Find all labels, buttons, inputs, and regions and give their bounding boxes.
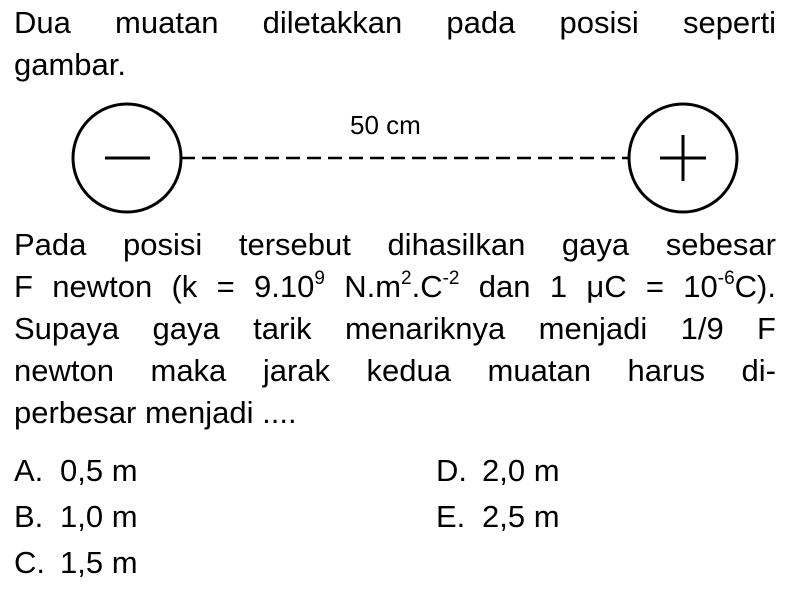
question-line-7: perbesar menjadi .... — [14, 395, 297, 430]
option-b[interactable]: B. 1,0 m — [14, 499, 138, 534]
question-line-1: Dua muatan diletakkan pada posisi seperti — [14, 5, 776, 40]
charge-figure — [0, 100, 792, 220]
question-line-5: Supaya gaya tarik menariknya menjadi 1/9 F — [14, 311, 776, 346]
question-line-4: F newton ($k = 9.10^9$ $N.m^2.C^{-2}$ dan 1 $\mu C = 10^{-6}C$). — [14, 267, 776, 304]
question-line-3: Pada posisi tersebut dihasilkan gaya sebesar — [14, 227, 776, 262]
question-line-6: newton maka jarak kedua muatan harus di- — [14, 353, 776, 388]
option-c[interactable]: C. 1,5 m — [14, 545, 138, 580]
option-a[interactable]: A. 0,5 m — [14, 453, 138, 488]
question-line-2: gambar. — [14, 47, 127, 82]
option-e[interactable]: E. 2,5 m — [436, 499, 560, 534]
distance-label: 50 cm — [350, 110, 421, 140]
option-d[interactable]: D. 2,0 m — [436, 453, 560, 488]
